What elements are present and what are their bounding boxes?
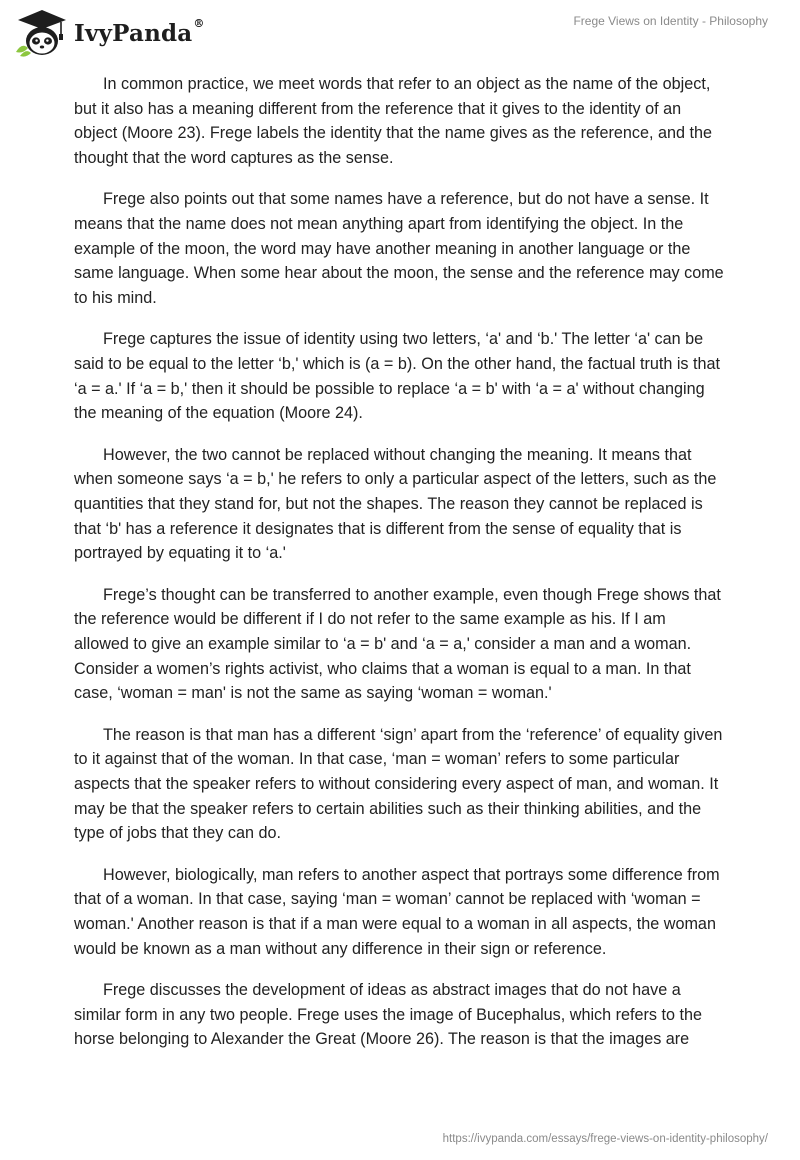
paragraph: Frege captures the issue of identity using two letters, ‘a' and ‘b.' The letter ‘a' can be said to be equal to the letter ‘b,' which is (a = b). On the other hand, the factual truth is that ‘a = a.' If ‘a = b,' then it should be possible to replace ‘a = b' with ‘a = a' without changing the meaning of the equation (Moore 24).	[74, 330, 721, 423]
essay-body	[74, 72, 724, 1069]
registered-mark: ®	[193, 16, 205, 30]
brand-logo[interactable]	[14, 8, 205, 58]
paragraph: However, biologically, man refers to another aspect that portrays some difference from that of a woman. In that case, saying ‘man = woman’ cannot be replaced with ‘woman = woman.' Another reason is that if a man were equal to a woman in all aspects, the woman would be known as a man without any difference in their sign or reference.	[74, 865, 720, 958]
paragraph: In common practice, we meet words that refer to an object as the name of the object, but it also has a meaning different from the reference that it gives to the identity of an object (Moore 23). Frege labels the identity that the name gives as the reference, and the thought that the word captures as the sense.	[74, 75, 712, 168]
paragraph: The reason is that man has a different ‘sign’ apart from the ‘reference’ of equality given to it against that of the woman. In that case, ‘man = woman’ refers to some particular aspects that the speaker refers to without considering every aspect of man, and woman. It may be that the speaker refers to certain abilities such as their thinking abilities, and the type of jobs that they can do.	[74, 725, 723, 843]
brand-name: IvyPanda®	[74, 16, 205, 47]
document-title: Frege Views on Identity - Philosophy	[573, 14, 768, 28]
paragraph: Frege’s thought can be transferred to another example, even though Frege shows that the reference would be different if I do not refer to the same example as his. If I am allowed to give an example similar to ‘a = b' and ‘a = a,' consider a man and a woman. Consider a women’s rights activist, who claims that a woman is equal to a man. In that case, ‘woman = man' is not the same as saying ‘woman = woman.'	[74, 585, 721, 703]
paragraph: Frege discusses the development of ideas as abstract images that do not have a similar form in any two people. Frege uses the image of Bucephalus, which refers to the horse belonging to Alexander the Great (Moore 26). The reason is that the images are	[74, 981, 703, 1049]
paragraph: Frege also points out that some names have a reference, but do not have a sense. It means that the name does not mean anything apart from identifying the object. In the example of the moon, the word may have another meaning in another language or the same language. When some hear about the moon, the sense and the reference may come to his mind.	[74, 190, 724, 308]
page-header	[0, 0, 800, 70]
source-url[interactable]: https://ivypanda.com/essays/frege-views-on-identity-philosophy/	[442, 1133, 768, 1145]
panda-graduate-logo-icon	[14, 8, 70, 58]
paragraph: However, the two cannot be replaced without changing the meaning. It means that when someone says ‘a = b,' he refers to only a particular aspect of the letters, such as the quantities that they stand for, but not the shapes. The reason they cannot be replaced is that ‘b' has a reference it designates that is different from the sense of equality that is portrayed by equating it to ‘a.'	[74, 445, 717, 563]
